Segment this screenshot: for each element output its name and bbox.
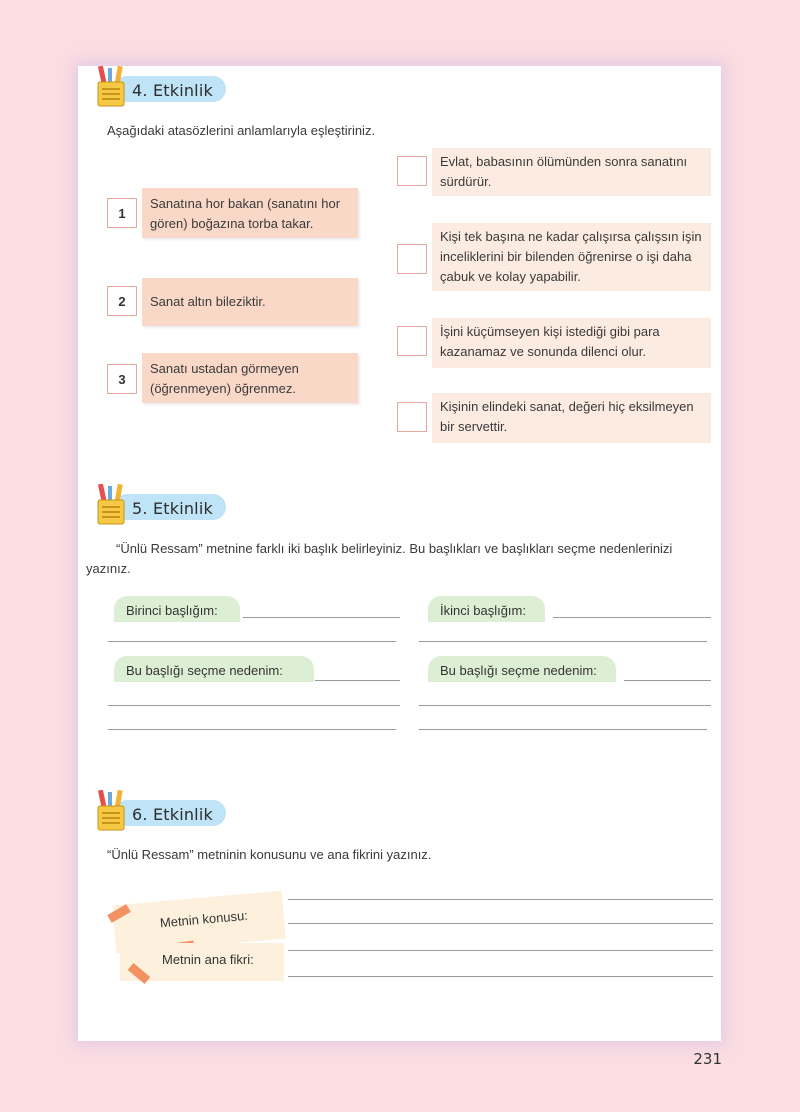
main-idea-note: Metnin ana fikri: xyxy=(120,943,284,981)
topic-note: Metnin konusu: xyxy=(112,891,286,954)
meaning-2: Kişi tek başına ne kadar çalışırsa çalışsın işin inceliklerini bir bilenden öğrenirse o işi daha çabuk ve kolay yapabilir. xyxy=(432,223,711,291)
worksheet-page xyxy=(78,66,721,1041)
activity5-badge xyxy=(86,484,236,524)
reason-right-line-3[interactable] xyxy=(419,729,707,730)
second-title-line-2[interactable] xyxy=(419,641,707,642)
proverb-number-3: 3 xyxy=(107,364,137,394)
topic-line-1[interactable] xyxy=(288,899,713,900)
pencil-cup-icon xyxy=(94,484,132,526)
proverb-number-1: 1 xyxy=(107,198,137,228)
main-idea-line-2[interactable] xyxy=(288,976,713,977)
second-title-line[interactable] xyxy=(553,617,711,618)
reason-left-line-1[interactable] xyxy=(315,680,400,681)
answer-box-3[interactable] xyxy=(397,326,427,356)
answer-box-1[interactable] xyxy=(397,156,427,186)
activity6-instruction: “Ünlü Ressam” metninin konusunu ve ana fikrini yazınız. xyxy=(107,847,432,862)
pencil-cup-icon xyxy=(94,790,132,832)
page-number: 231 xyxy=(693,1050,722,1068)
reason-label-left: Bu başlığı seçme nedenim: xyxy=(114,656,314,682)
reason-label-right: Bu başlığı seçme nedenim: xyxy=(428,656,616,682)
main-idea-line-1[interactable] xyxy=(288,950,713,951)
reason-right-line-1[interactable] xyxy=(624,680,711,681)
proverb-3: Sanatı ustadan görmeyen (öğrenmeyen) öğrenmez. xyxy=(142,353,358,403)
first-title-line-2[interactable] xyxy=(108,641,396,642)
activity6-title: 6. Etkinlik xyxy=(132,805,213,824)
activity4-badge xyxy=(86,66,236,106)
proverb-2: Sanat altın bileziktir. xyxy=(142,278,358,326)
activity6-badge xyxy=(86,790,236,830)
answer-box-2[interactable] xyxy=(397,244,427,274)
reason-left-line-2[interactable] xyxy=(108,705,400,706)
answer-box-4[interactable] xyxy=(397,402,427,432)
first-title-line[interactable] xyxy=(243,617,400,618)
topic-line-2[interactable] xyxy=(288,923,713,924)
reason-left-line-3[interactable] xyxy=(108,729,396,730)
meaning-4: Kişinin elindeki sanat, değeri hiç eksilmeyen bir servettir. xyxy=(432,393,711,443)
second-title-label: İkinci başlığım: xyxy=(428,596,545,622)
activity4-instruction: Aşağıdaki atasözlerini anlamlarıyla eşleştiriniz. xyxy=(107,123,376,138)
activity5-instruction: “Ünlü Ressam” metnine farklı iki başlık belirleyiniz. Bu başlıkları ve başlıkları seçme nedenlerinizi yazınız. xyxy=(86,541,673,576)
pencil-cup-icon xyxy=(94,66,132,108)
proverb-1: Sanatına hor bakan (sanatını hor gören) boğazına torba takar. xyxy=(142,188,358,238)
first-title-label: Birinci başlığım: xyxy=(114,596,240,622)
activity4-title: 4. Etkinlik xyxy=(132,81,213,100)
meaning-3: İşini küçümseyen kişi istediği gibi para kazanamaz ve sonunda dilenci olur. xyxy=(432,318,711,368)
reason-right-line-2[interactable] xyxy=(419,705,711,706)
meaning-1: Evlat, babasının ölümünden sonra sanatını sürdürür. xyxy=(432,148,711,196)
activity5-title: 5. Etkinlik xyxy=(132,499,213,518)
proverb-number-2: 2 xyxy=(107,286,137,316)
